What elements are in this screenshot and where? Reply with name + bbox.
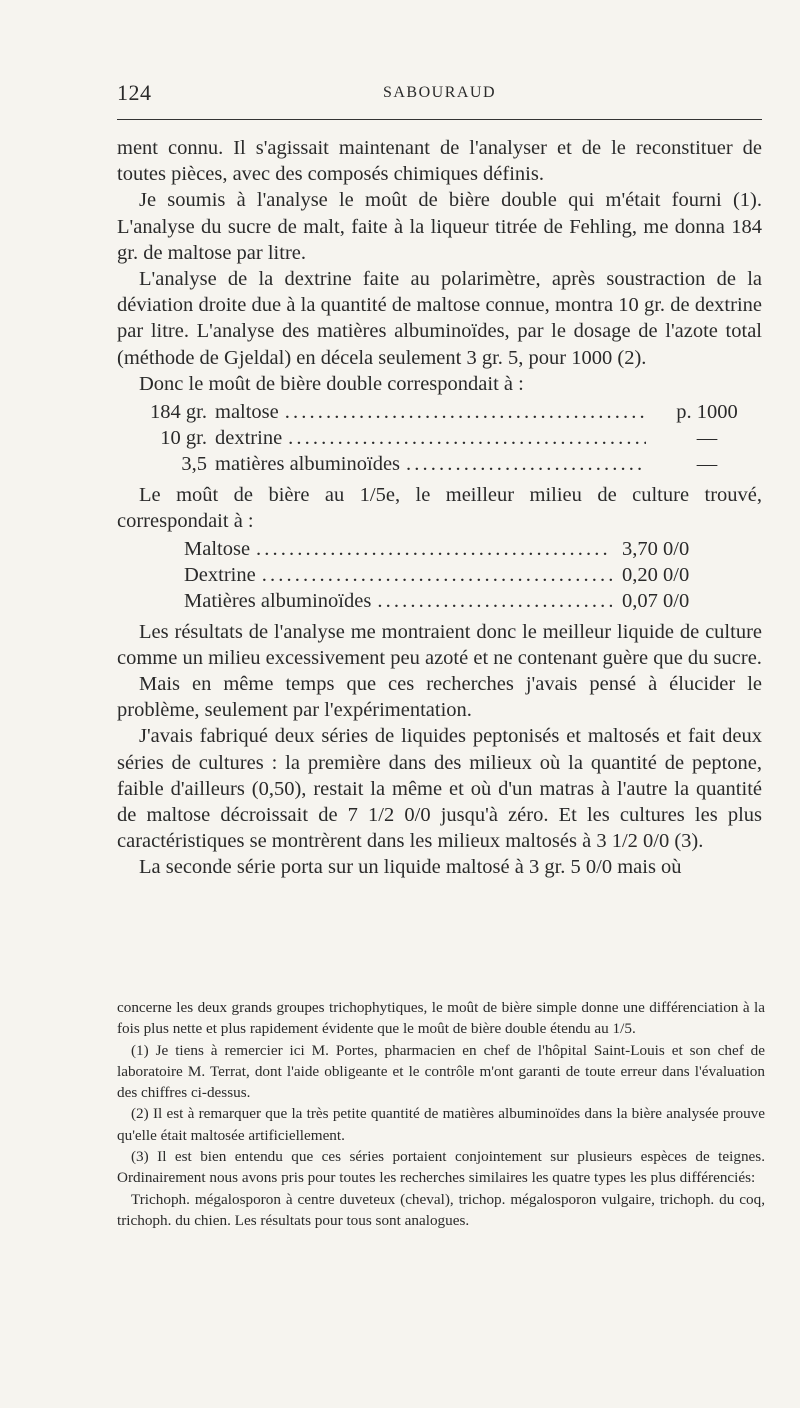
paragraph: Le moût de bière au 1/5e, le meilleur milieu de culture trouvé, correspondait à :: [117, 483, 762, 532]
component-name: Dextrine: [184, 564, 256, 587]
footnote: (2) Il est à remarquer que la très petite quantité de matières albuminoïdes dans la bière analysée prouve qu'elle était maltosée artificiellement.: [117, 1105, 765, 1144]
table-row: [117, 588, 762, 614]
running-title: SABOURAUD: [382, 84, 497, 101]
table-row: [117, 399, 762, 425]
table-row: [117, 425, 762, 451]
percentage-value: 3,70 0/0: [622, 538, 690, 560]
table-row: [117, 562, 762, 588]
paragraph: Mais en même temps que ces recherches j'avais pensé à élucider le problème, seulement par l'expérimentation.: [117, 672, 762, 722]
footnote-continuation: concerne les deux grands groupes trichophytiques, le moût de bière simple donne une différenciation à la fois plus nette et plus rapidement évidente que le moût de bière double étendu au 1/5.: [117, 999, 765, 1038]
component-name: dextrine: [215, 427, 283, 450]
leader-dots: [288, 425, 646, 451]
component-name: matières albuminoïdes: [215, 453, 401, 476]
footnote: Trichoph. mégalosporon à centre duveteux (cheval), trichop. mégalosporon vulgaire, trichoph. du coq, trichoph. du chien. Les résultats pour tous sont analogues.: [117, 1190, 765, 1229]
composition-table: [117, 399, 762, 478]
header-rule: [117, 119, 762, 120]
paragraph: J'avais fabriqué deux séries de liquides peptonisés et maltosés et fait deux séries de cultures : la première dans des milieux où la quantité de peptone, faible d'ailleurs (0,50), restait la même et où d'un matras à l'autre la quantité de maltose décroissait de 7 1/2 0/0 jusqu'à zéro. Et les cultures les plus caractéristiques se montrèrent dans les milieux maltosés à 3 1/2 0/0 (3).: [117, 725, 762, 853]
percentage-value: 0,07 0/0: [622, 590, 690, 613]
leader-dots: [262, 562, 612, 588]
table-row: [117, 536, 762, 562]
paragraph: Donc le moût de bière double correspondait à :: [139, 372, 524, 395]
paragraph: Je soumis à l'analyse le moût de bière double qui m'était fourni (1). L'analyse du sucre de malt, faite à la liqueur titrée de Fehling, me donna 184 gr. de maltose par litre.: [117, 189, 762, 264]
leader-dots: [256, 536, 612, 562]
quantity: 10 gr.: [160, 427, 207, 450]
leader-dots: [285, 399, 646, 425]
percentage-value: 0,20 0/0: [622, 564, 690, 587]
table-row: [117, 451, 762, 477]
page-number: 124: [117, 80, 152, 105]
main-text: [117, 135, 762, 881]
quantity: 3,5: [181, 453, 207, 476]
component-name: Maltose: [184, 538, 251, 560]
unit: p. 1000: [676, 401, 738, 424]
leader-dots: [406, 451, 646, 477]
footnote: (3) Il est bien entendu que ces séries portaient conjointement sur plusieurs espèces de teignes. Ordinairement nous avons pris pour toutes les recherches similaires les quatre types les plus différenciés:: [117, 1148, 765, 1187]
component-name: maltose: [215, 401, 279, 424]
footnote: (1) Je tiens à remercier ici M. Portes, pharmacien en chef de l'hôpital Saint-Louis et son chef de laboratoire M. Terrat, dont l'aide obligeante et le contrôle m'ont garanti de toute erreur dans l'évaluation des chiffres ci-dessus.: [117, 1041, 765, 1102]
paragraph: L'analyse de la dextrine faite au polarimètre, après soustraction de la déviation droite due à la quantité de maltose connue, montra 10 gr. de dextrine par litre. L'analyse des matières albuminoïdes, par le dosage de l'azote total (méthode de Gjeldal) en décela seulement 3 gr. 5, pour 1000 (2).: [117, 268, 762, 369]
leader-dots: [377, 588, 612, 614]
paragraph: La seconde série porta sur un liquide maltosé à 3 gr. 5 0/0 mais où: [139, 856, 682, 879]
unit: —: [696, 427, 718, 450]
paragraph: Les résultats de l'analyse me montraient donc le meilleur liquide de culture comme un milieu excessivement peu azoté et ne contenant guère que du sucre.: [117, 620, 762, 669]
unit: —: [696, 453, 718, 476]
footnotes: [117, 997, 765, 1231]
page-header: [117, 80, 762, 110]
percentage-table: [117, 536, 762, 615]
quantity: 184 gr.: [150, 401, 207, 424]
paragraph: ment connu. Il s'agissait maintenant de l'analyser et de le reconstituer de toutes pièces, avec des composés chimiques définis.: [117, 137, 762, 186]
component-name: Matières albuminoïdes: [184, 590, 372, 613]
